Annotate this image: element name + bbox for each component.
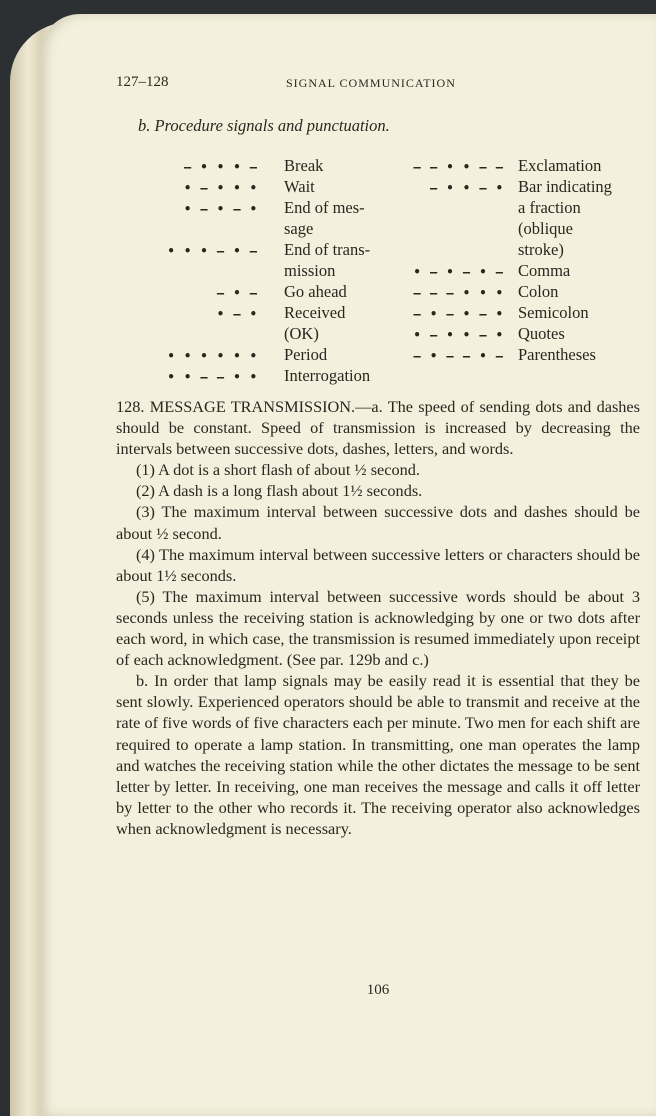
page-range: 127–128	[116, 74, 169, 90]
signal-code: — — — • • •	[413, 286, 504, 300]
signal-label: Colon	[518, 282, 559, 301]
paragraph: (3) The maximum interval between successive dots and dashes should be about ½ second.	[116, 502, 640, 543]
paragraph: (5) The maximum interval between successive words should be about 3 seconds unless the receiving station is acknowledging by one or two dots after each word, in which case, the transmission is resumed immediately upon receipt of each acknowledgment. (See par. 129b and c.)	[116, 586, 640, 670]
signal-label: (oblique	[518, 219, 573, 238]
signal-row	[390, 281, 650, 302]
signal-code: — — • • — —	[413, 160, 504, 174]
signal-code: — • • — •	[429, 181, 504, 195]
signal-label: Comma	[518, 261, 571, 280]
signal-code: — • • • —	[183, 160, 258, 174]
signal-row	[390, 323, 650, 344]
signal-label: sage	[284, 219, 314, 238]
signal-row	[390, 197, 650, 218]
signal-label: Go ahead	[284, 282, 347, 301]
signal-label: End of mes-	[284, 198, 365, 217]
signal-row	[138, 281, 408, 302]
signal-code: — • — — • —	[413, 349, 504, 363]
signal-row	[138, 218, 408, 239]
paragraph: (2) A dash is a long flash about 1½ seconds.	[136, 481, 423, 501]
signal-label: Semicolon	[518, 303, 589, 322]
signal-code: • — • • — •	[413, 328, 504, 342]
signal-row	[390, 155, 650, 176]
signal-row	[138, 260, 408, 281]
signal-label: Exclamation	[518, 156, 602, 175]
signal-code: • — •	[216, 307, 258, 321]
signal-row	[390, 302, 650, 323]
signal-label: stroke)	[518, 240, 564, 259]
subheading: b. Procedure signals and punctuation.	[138, 116, 390, 135]
signal-label: a fraction	[518, 198, 581, 217]
signal-label: (OK)	[284, 324, 319, 343]
signal-row	[138, 302, 408, 323]
signal-row	[138, 155, 408, 176]
signal-label: Wait	[284, 177, 315, 196]
signal-row	[138, 239, 408, 260]
signal-label: Received	[284, 303, 346, 322]
running-title: SIGNAL COMMUNICATION	[286, 76, 456, 90]
page-number: 106	[366, 982, 390, 998]
signal-row	[138, 176, 408, 197]
paragraph: 128. MESSAGE TRANSMISSION.—a. The speed of sending dots and dashes should be constant. Speed of transmission is increased by decreasing the intervals between successive dots, dashes, letters, and words.	[116, 397, 640, 459]
signal-label: mission	[284, 261, 336, 280]
signal-code: — • — • — •	[413, 307, 504, 321]
signal-code: • — • — •	[183, 202, 258, 216]
signal-code: • • — — • •	[167, 370, 258, 384]
signal-code: • — • — • —	[413, 265, 504, 279]
signals-right-column	[390, 155, 650, 365]
signal-row	[390, 239, 650, 260]
signal-row	[138, 323, 408, 344]
paragraph: (1) A dot is a short flash of about ½ second.	[136, 460, 420, 480]
signal-row	[390, 176, 650, 197]
signal-code: • • • • • •	[167, 349, 258, 363]
signal-code: • • • — • —	[167, 244, 258, 258]
signal-label: Quotes	[518, 324, 565, 343]
paragraph: b. In order that lamp signals may be easily read it is essential that they be sent slowly. Experienced operators should be able to transmit and receive at the rate of five words of five characters each per minute. Two men for each shift are required to operate a lamp station. In transmitting, one man operates the lamp and watches the receiving station while the other dictates the message to be sent letter by letter. In receiving, one man receives the message and calls it off letter by letter to the other who records it. The receiving operator also acknowledges when acknowledgment is necessary.	[116, 671, 640, 838]
signal-code: — • —	[216, 286, 258, 300]
signal-label: Bar indicating	[518, 177, 612, 196]
signal-label: Period	[284, 345, 328, 364]
book-page	[40, 14, 656, 1116]
signal-row	[390, 218, 650, 239]
signal-row	[138, 344, 408, 365]
signal-row	[138, 197, 408, 218]
signal-row	[138, 365, 408, 386]
signals-left-column	[138, 155, 408, 386]
signal-label: Interrogation	[284, 366, 371, 385]
paragraph: (4) The maximum interval between successive letters or characters should be about 1½ seconds.	[116, 544, 640, 585]
body-text	[116, 396, 640, 839]
signal-label: Break	[284, 156, 324, 175]
signal-label: End of trans-	[284, 240, 371, 259]
signal-code: • — • • •	[183, 181, 258, 195]
signal-label: Parentheses	[518, 345, 596, 364]
signal-row	[390, 260, 650, 281]
signal-row	[390, 344, 650, 365]
